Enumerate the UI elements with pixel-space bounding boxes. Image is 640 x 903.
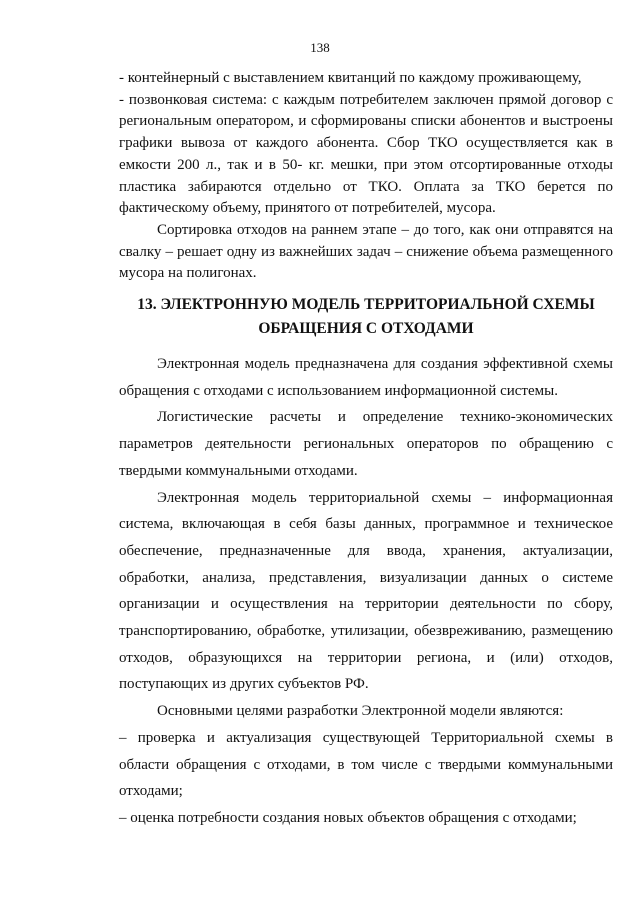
paragraph-goals-intro: Основными целями разработки Электронной модели являются: — [157, 703, 564, 720]
page-number: 138 — [310, 40, 330, 55]
section-heading — [119, 293, 613, 341]
section-heading-line-1: 13. ЭЛЕКТРОННУЮ МОДЕЛЬ ТЕРРИТОРИАЛЬНОЙ СХЕМЫ — [137, 296, 595, 313]
list-item-container-billing: - контейнерный с выставлением квитанций по каждому проживающему, — [119, 70, 582, 86]
section-body — [119, 351, 613, 832]
section-heading-line-2: ОБРАЩЕНИЯ С ОТХОДАМИ — [258, 320, 474, 337]
list-item-scheme-verification: – проверка и актуализация существующей Территориальной схемы в области обращения с отходами, в том числе с твердыми коммунальными отходами; — [119, 729, 613, 800]
intro-text-block — [119, 68, 613, 285]
paragraph-sorting: Сортировка отходов на раннем этапе – до того, как они отправятся на свалку – решает одну из важнейших задач – снижение объема размещенного мусора на полигонах. — [119, 221, 613, 282]
paragraph-model-definition: Электронная модель территориальной схемы – информационная система, включающая в себя базы данных, программное и техническое обеспечение, предназначенные для ввода, хранения, актуализации, обработки, анализа, представления, визуализации данных о системе организации и осуществления на территории деятельности по сбору, транспортированию, обработке, утилизации, обезвреживанию, размещению отходов, образующихся на территории региона, и (или) отходов, поступающих из других субъектов РФ. — [119, 489, 613, 693]
paragraph-logistics: Логистические расчеты и определение технико-экономических параметров деятельности региональных операторов по обращению с твердыми коммунальными отходами. — [119, 409, 613, 479]
list-item-new-facilities-assessment: – оценка потребности создания новых объектов обращения с отходами; — [119, 809, 577, 826]
paragraph-model-purpose: Электронная модель предназначена для создания эффективной схемы обращения с отходами с использованием информационной системы. — [119, 356, 613, 399]
list-item-door-to-door-system: - позвонковая система: с каждым потребителем заключен прямой договор с региональным оператором, и сформированы списки абонентов и выстроены графики вывоза от каждого абонента. Сбор ТКО осуществляется как в емкости 200 л., так и в 50- кг. мешки, при этом отсортированные отходы пластика забираются отдельно от ТКО. Оплата за ТКО берется по фактическому объему, принятого от потребителей, мусора. — [119, 91, 613, 217]
